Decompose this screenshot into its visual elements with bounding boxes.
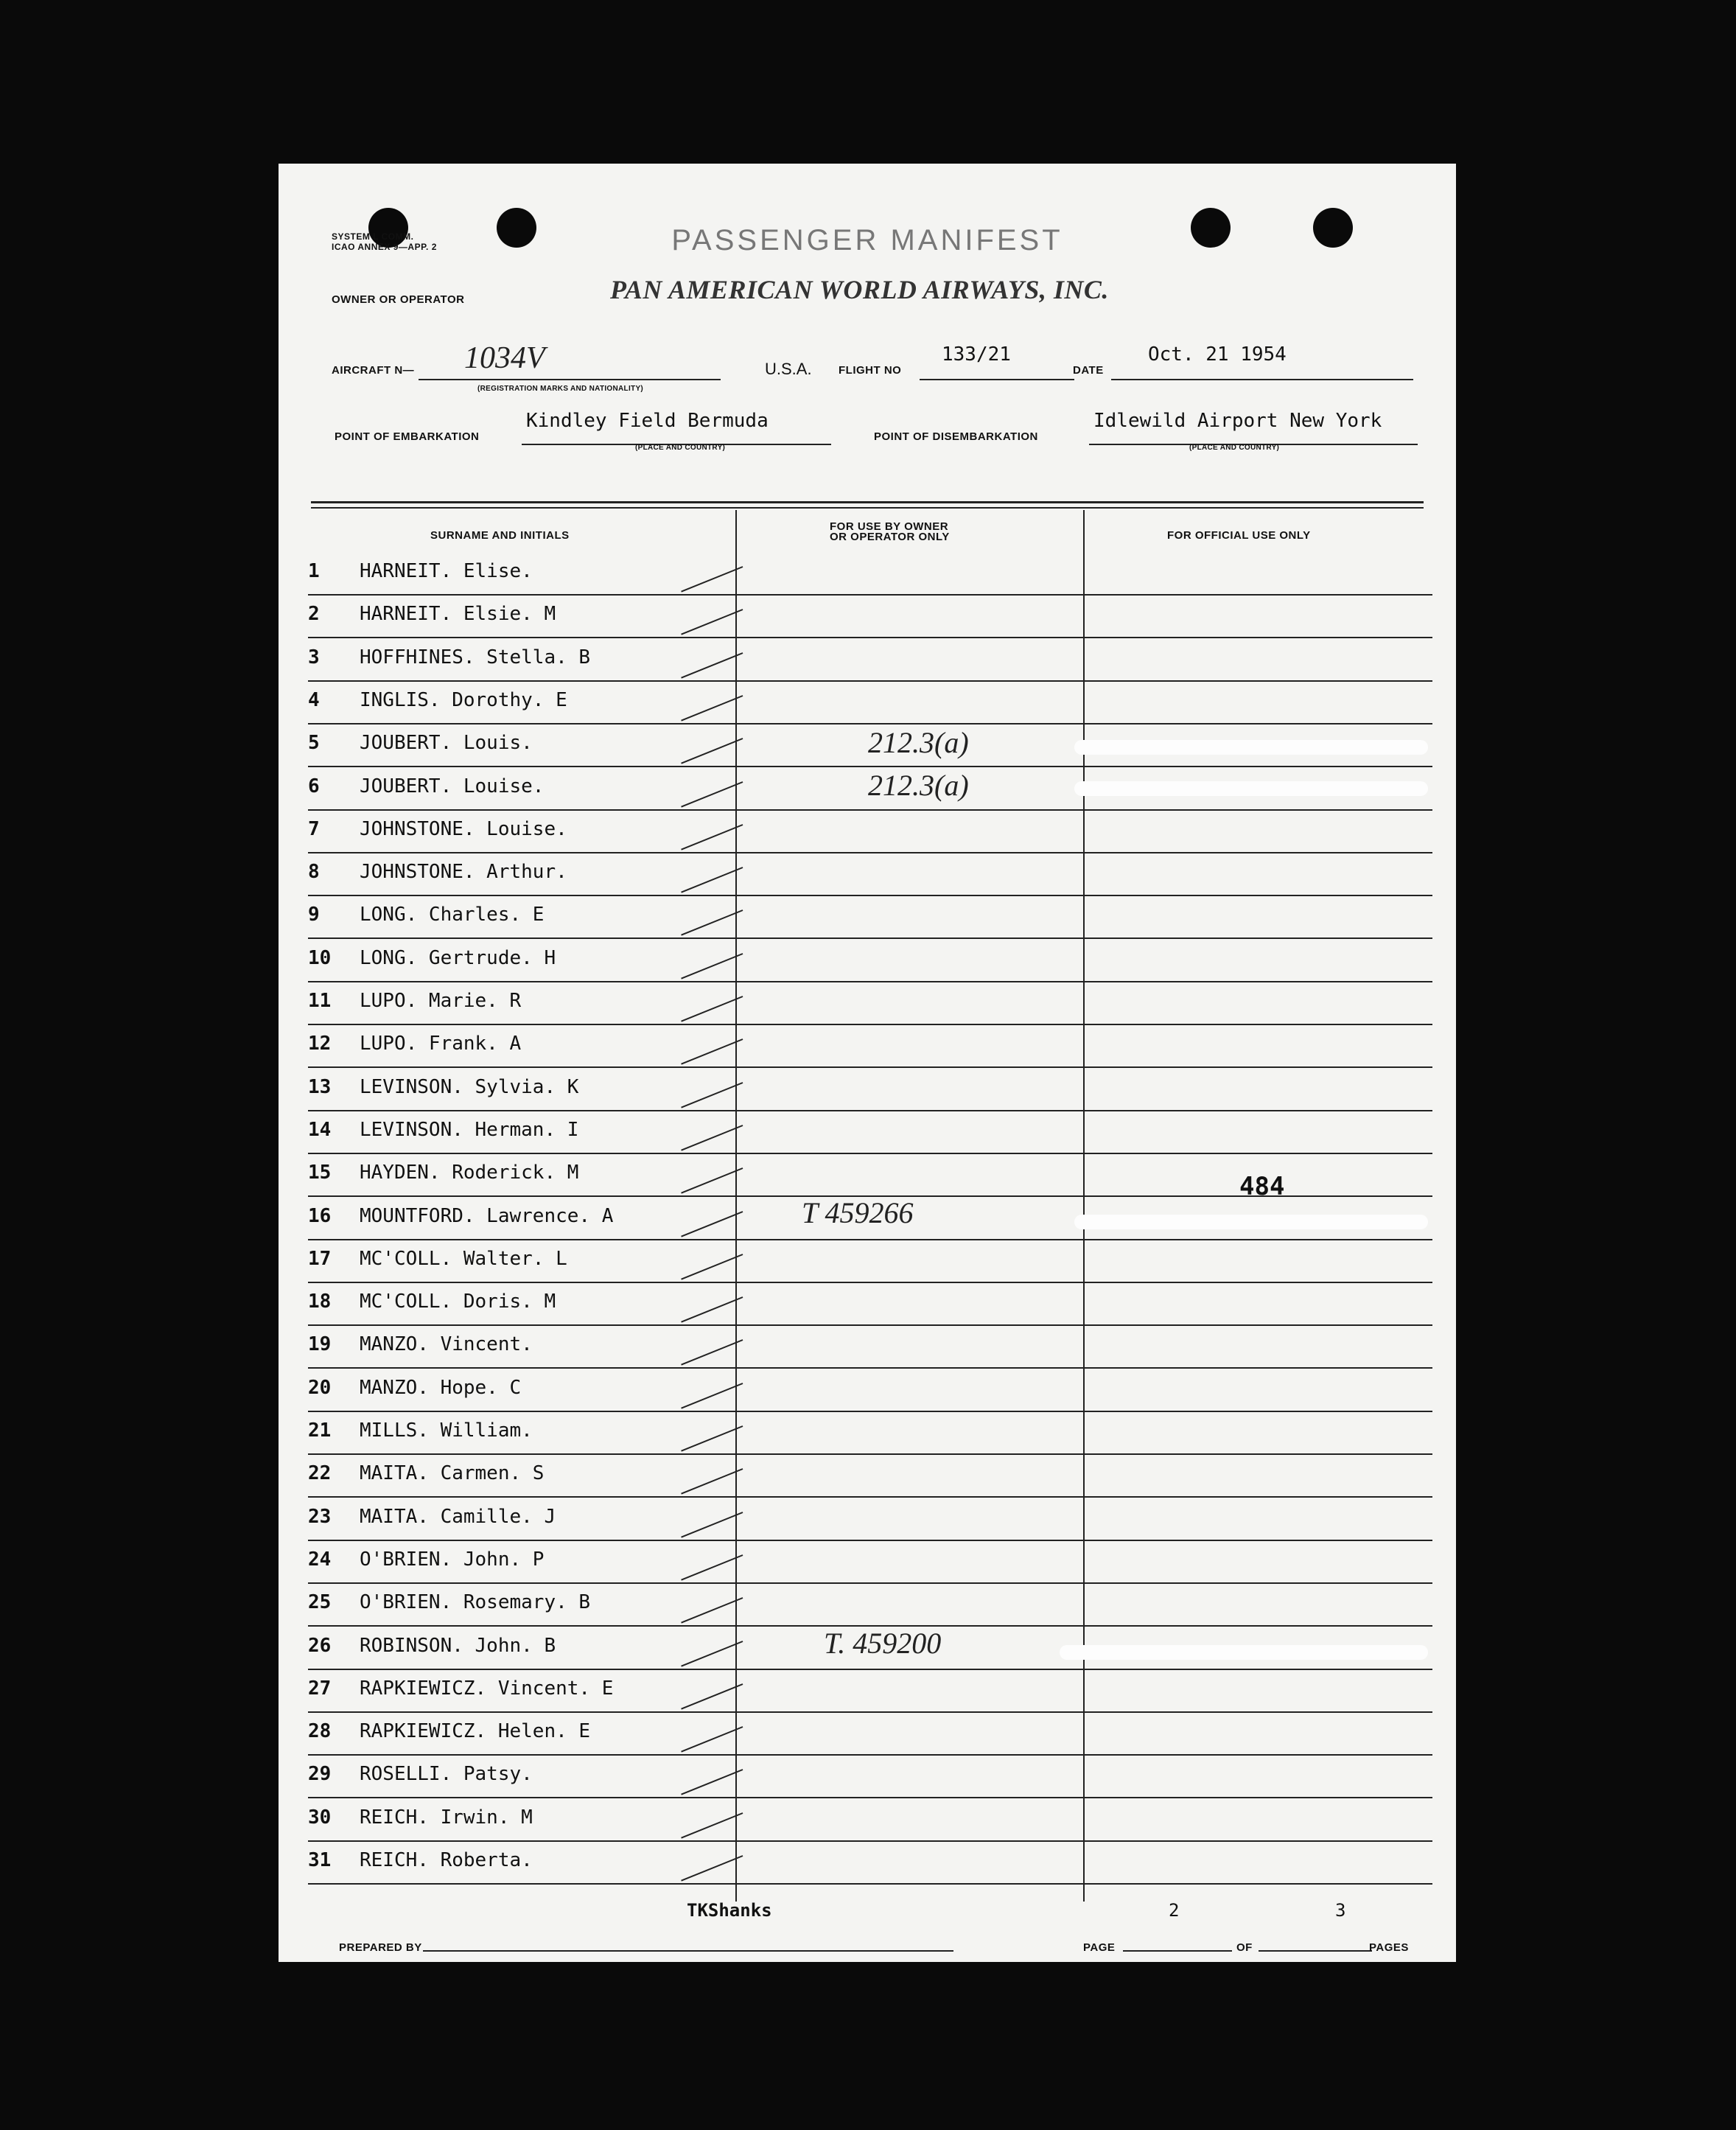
table-row (279, 1670, 1456, 1713)
passenger-name: MOUNTFORD. Lawrence. A (360, 1204, 614, 1227)
check-mark (681, 953, 743, 980)
check-mark (681, 1855, 743, 1882)
date-label: DATE (1073, 364, 1104, 377)
row5-owner-note: 212.3(a) (868, 726, 969, 759)
check-mark (681, 695, 743, 722)
table-row (279, 1842, 1456, 1885)
form-code-line1: SYSTEM L COMM. (332, 231, 414, 242)
column-header-owner-use-2: OR OPERATOR ONLY (830, 531, 950, 543)
table-row (279, 1326, 1456, 1369)
table-row (279, 553, 1456, 596)
row-number: 9 (308, 904, 320, 926)
table-row (279, 1240, 1456, 1283)
passenger-name: INGLIS. Dorothy. E (360, 688, 567, 711)
row-number: 18 (308, 1291, 332, 1313)
table-row (279, 1025, 1456, 1068)
check-mark (681, 1683, 743, 1710)
table-row (279, 896, 1456, 939)
passenger-name: HARNEIT. Elise. (360, 560, 533, 582)
check-mark (681, 1468, 743, 1495)
embark-label: POINT OF EMBARKATION (335, 430, 480, 443)
check-mark (681, 1167, 743, 1194)
table-row (279, 1283, 1456, 1326)
table-row (279, 596, 1456, 638)
prepared-by-value: TKShanks (687, 1900, 772, 1921)
check-mark (681, 566, 743, 593)
check-mark (681, 1082, 743, 1108)
row-rule (308, 1883, 1432, 1885)
row-number: 19 (308, 1333, 332, 1356)
row-number: 15 (308, 1162, 332, 1184)
passenger-name: ROSELLI. Patsy. (360, 1763, 533, 1786)
row-number: 5 (308, 732, 320, 755)
check-mark (681, 824, 743, 851)
redaction-mark (1074, 781, 1428, 796)
passenger-name: LONG. Charles. E (360, 904, 545, 926)
row-number: 27 (308, 1677, 332, 1700)
row26-owner-note: T. 459200 (824, 1627, 942, 1660)
passenger-name: RAPKIEWICZ. Vincent. E (360, 1677, 614, 1700)
table-row (279, 940, 1456, 982)
of-label: OF (1236, 1941, 1253, 1954)
check-mark (681, 1554, 743, 1581)
operator-name: PAN AMERICAN WORLD AIRWAYS, INC. (610, 275, 1109, 304)
passenger-name: REICH. Roberta. (360, 1849, 533, 1871)
row-number: 23 (308, 1505, 332, 1528)
row-number: 16 (308, 1204, 332, 1227)
flight-label: FLIGHT NO (839, 364, 902, 377)
row-number: 31 (308, 1849, 332, 1871)
passenger-name: JOHNSTONE. Arthur. (360, 861, 567, 884)
check-mark (681, 1211, 743, 1237)
table-row (279, 1069, 1456, 1111)
redaction-mark (1074, 740, 1428, 755)
passenger-name: HARNEIT. Elsie. M (360, 603, 556, 626)
table-row (279, 1756, 1456, 1798)
pages-label: PAGES (1369, 1941, 1409, 1954)
row-number: 22 (308, 1462, 332, 1485)
passenger-name: MANZO. Hope. C (360, 1376, 522, 1399)
table-row (279, 853, 1456, 896)
table-row (279, 1713, 1456, 1756)
check-mark (681, 1254, 743, 1280)
table-row (279, 1498, 1456, 1541)
check-mark (681, 996, 743, 1022)
prepared-by-label: PREPARED BY (339, 1941, 422, 1954)
passenger-name: HOFFHINES. Stella. B (360, 646, 591, 668)
row15-official-note: 484 (1239, 1172, 1285, 1201)
registration-label: (REGISTRATION MARKS AND NATIONALITY) (477, 385, 644, 393)
check-mark (681, 652, 743, 679)
pages-line (1259, 1950, 1372, 1952)
passenger-name: LUPO. Frank. A (360, 1033, 522, 1055)
passenger-name: MAITA. Carmen. S (360, 1462, 545, 1485)
passenger-name: LUPO. Marie. R (360, 990, 522, 1012)
passenger-name: LONG. Gertrude. H (360, 946, 556, 969)
passenger-name: JOUBERT. Louis. (360, 732, 533, 755)
column-header-official: FOR OFFICIAL USE ONLY (1167, 529, 1311, 542)
passenger-rows (279, 164, 1456, 1962)
row-number: 7 (308, 817, 320, 840)
row16-owner-note: T 459266 (802, 1196, 914, 1229)
row-number: 25 (308, 1591, 332, 1614)
check-mark (681, 738, 743, 764)
row-number: 13 (308, 1075, 332, 1098)
check-mark (681, 781, 743, 808)
check-mark (681, 1125, 743, 1151)
row-number: 10 (308, 946, 332, 969)
form-code-line2: ICAO ANNEX 9—APP. 2 (332, 242, 437, 252)
page-label: PAGE (1083, 1941, 1116, 1954)
table-row (279, 1369, 1456, 1412)
passenger-name: MC'COLL. Doris. M (360, 1291, 556, 1313)
date-value: Oct. 21 1954 (1148, 343, 1287, 366)
passenger-name: LEVINSON. Sylvia. K (360, 1075, 579, 1098)
check-mark (681, 867, 743, 893)
flight-value: 133/21 (942, 343, 1011, 366)
row-number: 2 (308, 603, 320, 626)
check-mark (681, 1641, 743, 1667)
table-row (279, 1111, 1456, 1154)
column-header-owner-use-1: FOR USE BY OWNER (830, 520, 949, 533)
row-number: 3 (308, 646, 320, 668)
passenger-name: O'BRIEN. John. P (360, 1548, 545, 1571)
check-mark (681, 1726, 743, 1753)
table-row (279, 1584, 1456, 1627)
table-row (279, 1799, 1456, 1842)
passenger-name: JOUBERT. Louise. (360, 775, 545, 797)
row-number: 28 (308, 1720, 332, 1743)
row-number: 4 (308, 688, 320, 711)
check-mark (681, 1339, 743, 1366)
passenger-name: MANZO. Vincent. (360, 1333, 533, 1356)
aircraft-label: AIRCRAFT N— (332, 364, 415, 377)
table-row (279, 682, 1456, 724)
row-number: 11 (308, 990, 332, 1012)
row-number: 17 (308, 1247, 332, 1270)
pages-value: 3 (1335, 1900, 1346, 1921)
table-row (279, 1455, 1456, 1498)
passenger-name: REICH. Irwin. M (360, 1806, 533, 1829)
page-value: 2 (1169, 1900, 1180, 1921)
passenger-name: JOHNSTONE. Louise. (360, 817, 567, 840)
row-number: 30 (308, 1806, 332, 1829)
check-mark (681, 1296, 743, 1323)
check-mark (681, 609, 743, 635)
redaction-mark (1074, 1215, 1428, 1229)
check-mark (681, 1425, 743, 1452)
table-row (279, 982, 1456, 1025)
table-row (279, 811, 1456, 853)
aircraft-value: 1034V (464, 341, 545, 375)
page-line (1123, 1950, 1232, 1952)
row-number: 20 (308, 1376, 332, 1399)
embark-value: Kindley Field Bermuda (526, 410, 769, 432)
check-mark (681, 909, 743, 936)
passenger-name: HAYDEN. Roderick. M (360, 1162, 579, 1184)
row-number: 24 (308, 1548, 332, 1571)
row-number: 1 (308, 560, 320, 582)
row-number: 12 (308, 1033, 332, 1055)
prepared-by-line (423, 1950, 953, 1952)
passenger-name: MC'COLL. Walter. L (360, 1247, 567, 1270)
check-mark (681, 1383, 743, 1409)
disembark-sub: (PLACE AND COUNTRY) (1189, 444, 1280, 452)
row-number: 8 (308, 861, 320, 884)
row-number: 29 (308, 1763, 332, 1786)
row-number: 21 (308, 1420, 332, 1442)
check-mark (681, 1512, 743, 1538)
passenger-name: LEVINSON. Herman. I (360, 1118, 579, 1141)
embark-sub: (PLACE AND COUNTRY) (635, 444, 726, 452)
check-mark (681, 1597, 743, 1624)
passenger-name: MAITA. Camille. J (360, 1505, 556, 1528)
country-value: U.S.A. (765, 360, 812, 378)
table-row (279, 1412, 1456, 1455)
disembark-value: Idlewild Airport New York (1093, 410, 1382, 432)
redaction-mark (1060, 1645, 1428, 1660)
passenger-name: O'BRIEN. Rosemary. B (360, 1591, 591, 1614)
passenger-name: ROBINSON. John. B (360, 1634, 556, 1657)
manifest-sheet (279, 164, 1456, 1962)
column-header-surname: SURNAME AND INITIALS (430, 529, 570, 542)
check-mark (681, 1812, 743, 1839)
row6-owner-note: 212.3(a) (868, 769, 969, 802)
row-number: 26 (308, 1634, 332, 1657)
disembark-label: POINT OF DISEMBARKATION (874, 430, 1038, 443)
row-number: 6 (308, 775, 320, 797)
page-title: PASSENGER MANIFEST (671, 224, 1063, 256)
table-row (279, 639, 1456, 682)
check-mark (681, 1769, 743, 1795)
row-number: 14 (308, 1118, 332, 1141)
passenger-name: MILLS. William. (360, 1420, 533, 1442)
passenger-name: RAPKIEWICZ. Helen. E (360, 1720, 591, 1743)
table-row (279, 1541, 1456, 1584)
owner-label: OWNER OR OPERATOR (332, 293, 465, 306)
check-mark (681, 1038, 743, 1065)
